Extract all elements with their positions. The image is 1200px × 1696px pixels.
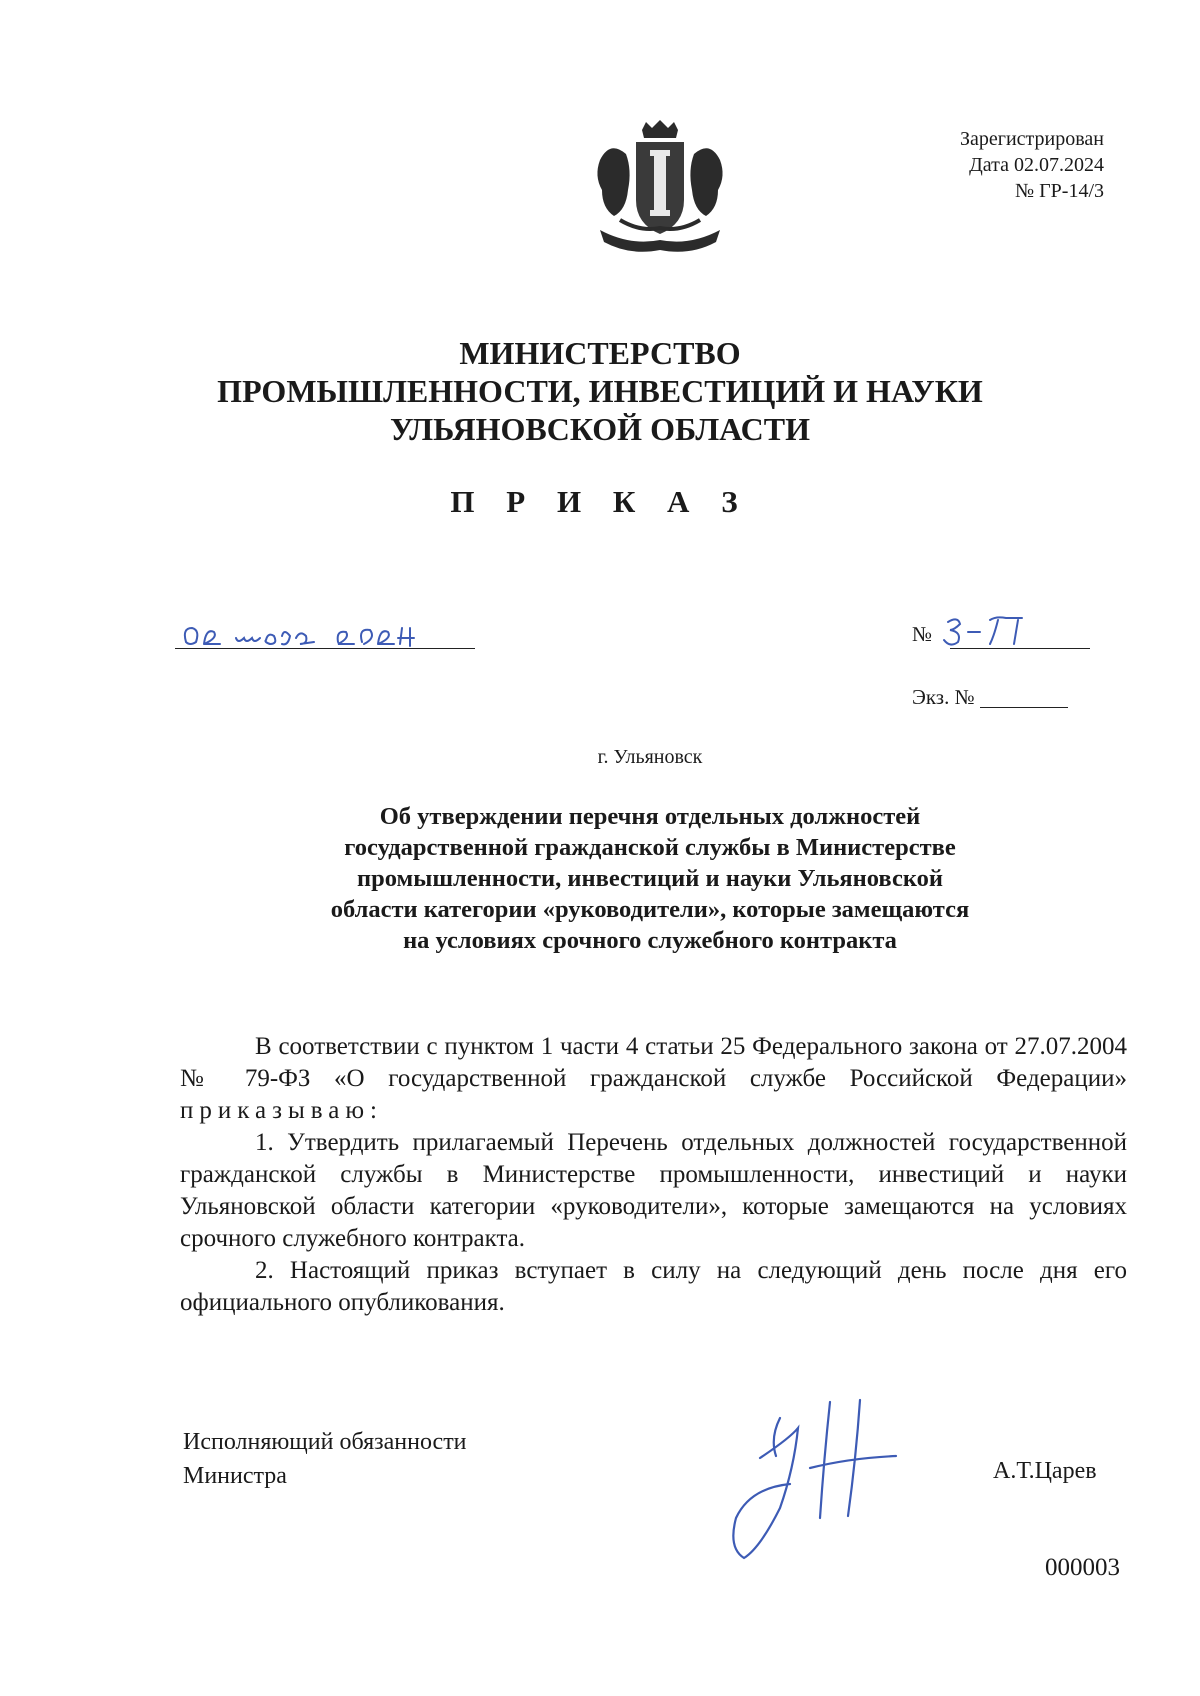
handwritten-order-number <box>940 610 1040 650</box>
order-subject <box>0 801 1200 956</box>
subject-line-1: Об утверждении перечня отдельных должностей <box>379 803 921 830</box>
order-body <box>180 1031 1127 1319</box>
subject-line-4: области категории «руководители», которые замещаются <box>330 896 970 923</box>
order-number-label: № <box>912 622 933 646</box>
clause-1: 1. Утвердить прилагаемый Перечень отдельных должностей государственной гражданской службы в Министерстве промышленности, инвестиций и науки Ульяновской области категории «руководители», которые замещаются на условиях срочного служебного контракта. <box>180 1129 1127 1252</box>
subject-line-3: промышленности, инвестиций и науки Ульяновской <box>356 865 943 892</box>
city: г. Ульяновск <box>597 746 703 768</box>
ministry-line-1: МИНИСТЕРСТВО <box>459 335 741 371</box>
signatory-role <box>183 1425 467 1493</box>
order-number-underline <box>950 648 1090 649</box>
ministry-heading <box>0 334 1200 448</box>
serial-number: 000003 <box>1045 1554 1120 1581</box>
preamble-text: В соответствии с пунктом 1 части 4 статьи 25 Федерального закона от 27.07.2004 № 79-ФЗ «О государственной гражданской службе Российской Федерации» <box>180 1033 1127 1092</box>
subject-line-5: на условиях срочного служебного контракта <box>403 927 897 954</box>
registration-label: Зарегистрирован <box>959 128 1104 150</box>
copy-number-underline <box>980 707 1068 708</box>
ministry-line-2: ПРОМЫШЛЕННОСТИ, ИНВЕСТИЦИЙ И НАУКИ <box>217 373 983 409</box>
registration-date: Дата 02.07.2024 <box>969 154 1104 176</box>
copy-number-label: Экз. № <box>912 685 975 709</box>
document-type: П Р И К А З <box>450 484 750 519</box>
preamble-paragraph <box>180 1031 1127 1127</box>
subject-line-2: государственной гражданской службы в Министерстве <box>344 834 956 861</box>
role-line-2: Министра <box>183 1463 287 1489</box>
ministry-line-3: УЛЬЯНОВСКОЙ ОБЛАСТИ <box>389 411 811 447</box>
registration-number: № ГР-14/3 <box>1015 180 1104 202</box>
coat-of-arms-icon <box>580 120 740 260</box>
signatory-name: А.Т.Царев <box>993 1458 1097 1484</box>
order-verb: приказываю: <box>180 1097 383 1124</box>
registration-stamp <box>960 126 1104 204</box>
signature-icon <box>720 1398 900 1568</box>
clause-2: 2. Настоящий приказ вступает в силу на следующий день после дня его официального опубликования. <box>180 1257 1127 1316</box>
role-line-1: Исполняющий обязанности <box>183 1429 467 1455</box>
date-underline <box>175 648 475 649</box>
